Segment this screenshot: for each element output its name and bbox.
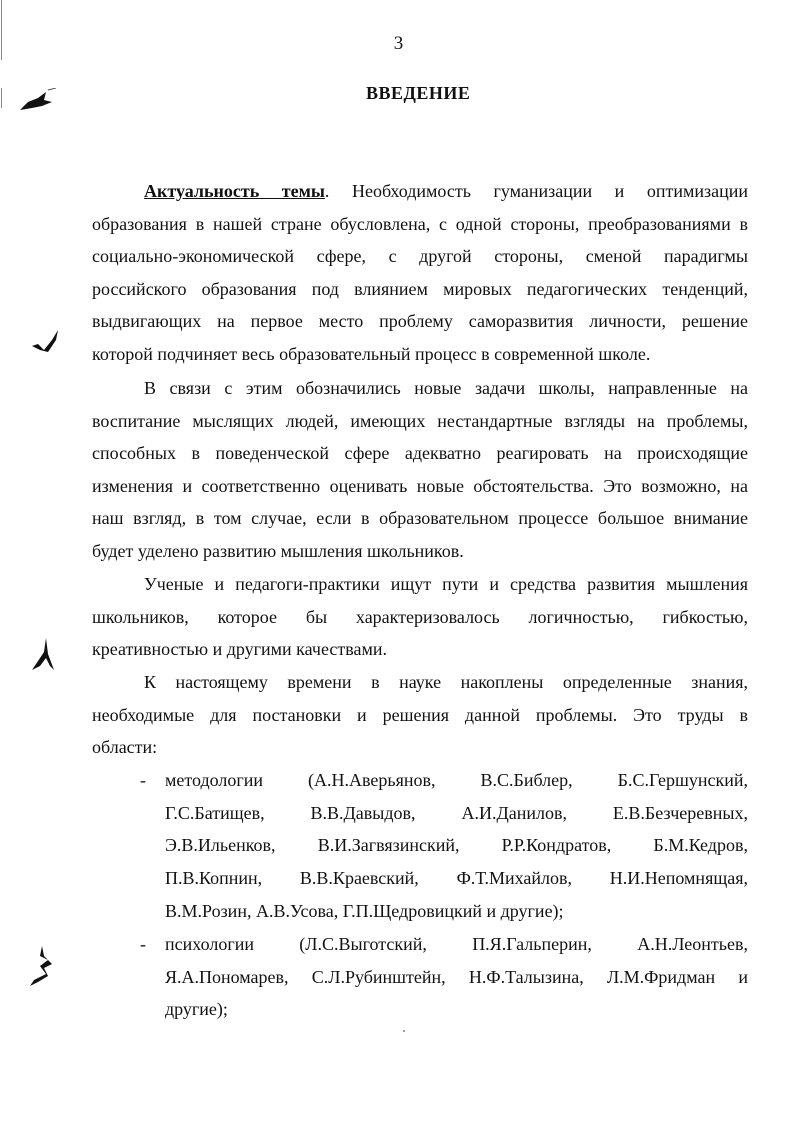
list-word: Н.И.Непомнящая, [609,868,748,889]
list-row [165,829,748,862]
list-word: Г.С.Батищев, [165,802,265,823]
list-item-psychology [140,928,748,1028]
list-word: психологии [165,934,254,954]
list-word: Е.В.Безчеревных, [612,802,748,823]
list-word: В.В.Краевский, [299,868,419,889]
list-word: А.И.Данилов, [461,802,567,823]
list-word: С.Л.Рубинштейн, [311,966,446,987]
list-word: В.И.Загвязинский, [317,835,460,856]
list-row [165,797,748,830]
paragraph-line: которой подчиняет весь образовательный процесс в современной школе. [92,343,651,364]
list-word: Р.Р.Кондратов, [501,835,612,856]
ink-mark-icon [30,326,62,354]
list-word: П.Я.Гальперин, [472,934,592,954]
list-word: и [738,966,748,987]
paragraph-line: К настоящему времени в науке накоплены определенные знания, [144,672,748,692]
list-word: Ф.Т.Михайлов, [456,868,572,889]
scan-dot [403,1030,405,1032]
paragraph-line: воспитание мыслящих людей, имеющих нестандартные взгляды на проблемы, [92,410,748,431]
list-row [165,928,748,961]
paragraph-tasks [92,372,748,567]
ink-mark-icon [28,944,54,988]
list-item-methodology [140,764,748,934]
list-row [165,895,748,928]
paragraph-line: области: [92,737,158,757]
list-row [165,862,748,895]
list-word: (Л.С.Выготский, [299,934,427,954]
list-row [165,764,748,797]
paragraph-knowledge [92,666,748,764]
paragraph-scientists [92,568,748,666]
page-number: 3 [393,33,404,54]
list-word: Э.В.Ильенков, [165,835,276,856]
list-line-last: В.М.Розин, А.В.Усова, Г.П.Щедровицкий и другие); [165,900,564,921]
paragraph-line: изменения и соответственно оценивать новые обстоятельства. Это возможно, на [92,475,748,496]
paragraph-line [92,175,748,208]
list-word: Н.Ф.Талызина, [468,966,584,987]
list-word: Б.С.Гершунский, [617,770,748,790]
list-word: А.Н.Леонтьев, [637,934,748,954]
scan-edge-line [1,88,2,108]
paragraph-relevance [92,175,748,370]
paragraph-line: образования в нашей стране обусловлена, с одной стороны, преобразованиями в [92,213,748,234]
list-word: (А.Н.Аверьянов, [308,770,436,790]
list-word: методологии [165,770,264,790]
list-bullet: - [140,770,146,790]
paragraph-line: креативностью и другими качествами. [92,639,388,659]
list-row [165,961,748,994]
ink-mark-icon [18,88,58,114]
paragraph-line: выдвигающих на первое место проблему саморазвития личности, решение [92,311,748,331]
paragraph-line: российского образования под влиянием мировых педагогических тенденций, [92,278,748,299]
list-word: Л.М.Фридман [606,966,716,987]
lead-continuation: . Необходимость гуманизации и оптимизации [324,181,748,201]
list-word: В.С.Библер, [480,770,573,790]
paragraph-line: необходимые для постановки и решения данной проблемы. Это труды в [92,704,748,725]
list-word: Б.М.Кедров, [653,835,748,856]
paragraph-line: школьников, которое бы характеризовалось логичностью, гибкостью, [92,606,748,627]
list-word: В.В.Давыдов, [310,802,416,823]
paragraph-line: Ученые и педагоги-практики ищут пути и средства развития мышления [144,574,748,594]
list-row [165,993,748,1026]
paragraph-line: наш взгляд, в том случае, если в образовательном процессе большое внимание [92,508,748,528]
paragraph-line: будет уделено развитию мышления школьников. [92,540,464,561]
paragraph-line: В связи с этим обозначились новые задачи школы, направленные на [144,378,748,398]
paragraph-line: социально-экономической сфере, с другой стороны, сменой парадигмы [92,246,748,266]
list-line-last: другие); [165,999,228,1020]
list-word: П.В.Копнин, [165,868,263,889]
topic-relevance-lead: Актуальность темы [144,181,325,201]
paragraph-line: способных в поведенческой сфере адекватно реагировать на происходящие [92,443,748,463]
list-item-body [165,764,748,928]
list-bullet: - [140,934,146,954]
section-heading: ВВЕДЕНИЕ [366,83,471,103]
list-item-body [165,928,748,1026]
ink-mark-icon [30,636,60,672]
list-word: Я.А.Пономарев, [165,966,289,987]
